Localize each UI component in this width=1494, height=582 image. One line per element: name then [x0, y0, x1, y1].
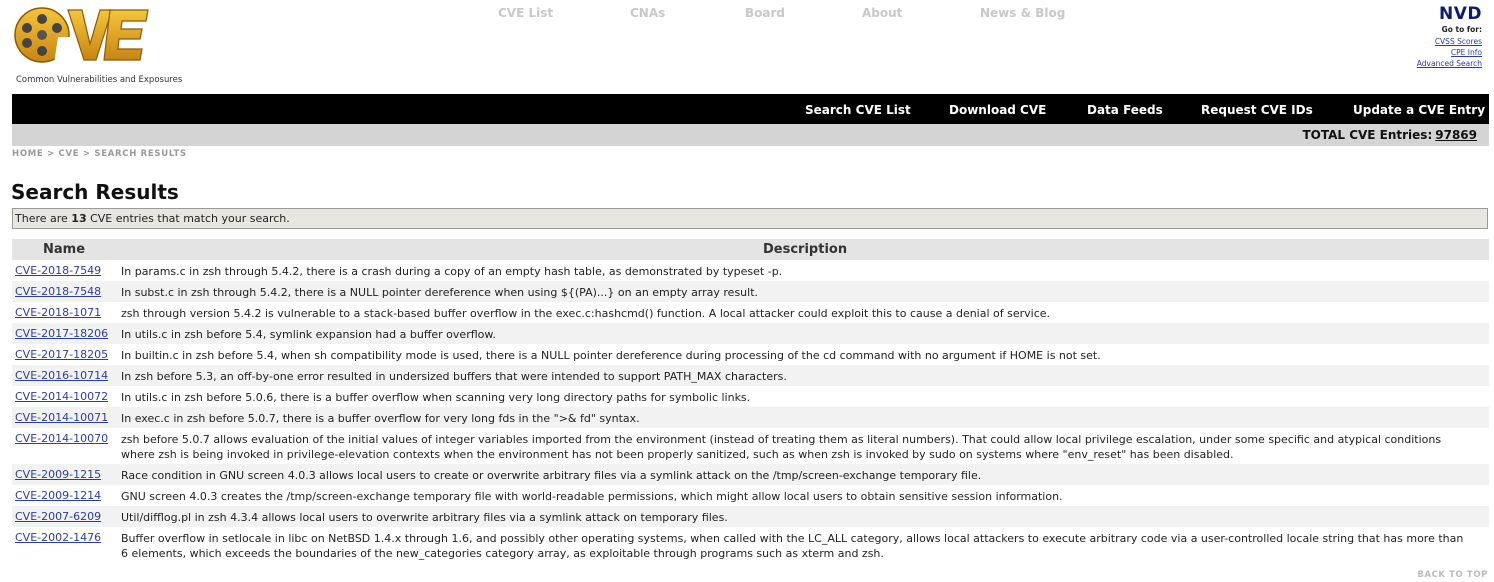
cve-id-link[interactable]: CVE-2016-10714 [15, 369, 109, 382]
match-prefix: There are [15, 212, 72, 225]
total-count[interactable]: 97869 [1435, 128, 1477, 142]
header-name: Name [43, 242, 86, 257]
cve-description: Buffer overflow in setlocale in libc on NetBSD 1.4.x through 1.6, and possibly other operating systems, when called with the LC_ALL category, allows local attackers to execute arbitrary code via a user-controlled locale string that has more than 6 elements, which exceeds the boundaries of the new_categories category array, as exploitable through programs such as xterm and zsh. [121, 532, 1464, 560]
cve-id-link[interactable]: CVE-2002-1476 [15, 531, 102, 544]
breadcrumb[interactable]: HOME > CVE > SEARCH RESULTS [12, 149, 187, 159]
cve-id-link[interactable]: CVE-2017-18205 [15, 348, 109, 361]
cve-id-link[interactable]: CVE-2018-7548 [15, 285, 102, 298]
match-suffix: CVE entries that match your search. [86, 212, 290, 225]
cve-id-link[interactable]: CVE-2009-1214 [15, 489, 102, 502]
nav-cve-list[interactable]: CVE List [498, 6, 554, 20]
match-count: 13 [71, 212, 87, 225]
nav-update-cve-entry[interactable]: Update a CVE Entry [1353, 103, 1486, 117]
cve-id-link[interactable]: CVE-2018-7549 [15, 264, 102, 277]
table-row [12, 386, 1489, 407]
table-row [12, 428, 1489, 464]
nvd-box [1382, 4, 1482, 69]
cve-id-link[interactable]: CVE-2009-1215 [15, 468, 102, 481]
cve-description: In exec.c in zsh before 5.0.7, there is a buffer overflow for very long fds in the ">& fd" syntax. [121, 412, 640, 425]
cve-id-link[interactable]: CVE-2014-10071 [15, 411, 109, 424]
cve-id-link[interactable]: CVE-2017-18206 [15, 327, 109, 340]
header-description: Description [763, 242, 848, 257]
nvd-link-cvss[interactable]: CVSS Scores [1434, 37, 1482, 46]
table-body [12, 260, 1489, 563]
table-row [12, 527, 1489, 563]
table-row [12, 407, 1489, 428]
cve-id-link[interactable]: CVE-2007-6209 [15, 510, 102, 523]
main-nav-bar [12, 94, 1489, 124]
cve-logo-icon [12, 4, 152, 66]
nav-download-cve[interactable]: Download CVE [949, 103, 1047, 117]
cve-description: In subst.c in zsh through 5.4.2, there is a NULL pointer dereference when using ${(PA)...} on an empty array result. [121, 286, 759, 299]
table-row [12, 302, 1489, 323]
total-entries [1302, 128, 1477, 142]
total-label: TOTAL CVE Entries: [1302, 128, 1433, 142]
nav-request-cve-ids[interactable]: Request CVE IDs [1201, 103, 1313, 117]
cve-description: In utils.c in zsh before 5.4, symlink expansion had a buffer overflow. [121, 328, 496, 341]
table-row [12, 344, 1489, 365]
nvd-link-cpe[interactable]: CPE Info [1450, 48, 1482, 57]
cve-description: In zsh before 5.3, an off-by-one error resulted in undersized buffers that were intended to support PATH_MAX characters. [121, 370, 787, 383]
back-to-top-link[interactable]: BACK TO TOP [1417, 570, 1488, 580]
cve-description: zsh through version 5.4.2 is vulnerable to a stack-based buffer overflow in the exec.c:hashcmd() function. A local attacker could exploit this to cause a denial of service. [121, 307, 1051, 320]
table-header [12, 239, 1489, 260]
table-row [12, 506, 1489, 527]
nvd-goto-label: Go to for: [1441, 25, 1482, 34]
nav-cnas[interactable]: CNAs [630, 6, 666, 20]
results-table [12, 239, 1489, 563]
cve-description: Race condition in GNU screen 4.0.3 allows local users to create or overwrite arbitrary files via a symlink attack on the /tmp/screen-exchange temporary file. [121, 469, 982, 482]
nvd-logo[interactable]: NVD [1439, 4, 1482, 24]
cve-id-link[interactable]: CVE-2014-10072 [15, 390, 109, 403]
page-title: Search Results [11, 180, 179, 204]
nav-search-cve-list[interactable]: Search CVE List [805, 103, 911, 117]
cve-description: In utils.c in zsh before 5.0.6, there is a buffer overflow when scanning very long directory paths for symbolic links. [121, 391, 751, 404]
cve-id-link[interactable]: CVE-2014-10070 [15, 432, 109, 445]
nav-board[interactable]: Board [745, 6, 785, 20]
logo-tagline: Common Vulnerabilities and Exposures [16, 75, 183, 85]
nvd-link-advanced-search[interactable]: Advanced Search [1416, 59, 1482, 68]
cve-description: In params.c in zsh through 5.4.2, there is a crash during a copy of an empty hash table, as demonstrated by typeset -p. [121, 265, 783, 278]
match-count-box [12, 208, 1488, 229]
nav-about[interactable]: About [862, 6, 903, 20]
table-row [12, 323, 1489, 344]
table-row [12, 464, 1489, 485]
cve-description: Util/difflog.pl in zsh 4.3.4 allows local users to overwrite arbitrary files via a symlink attack on temporary files. [121, 511, 728, 524]
cve-description: In builtin.c in zsh before 5.4, when sh compatibility mode is used, there is a NULL pointer dereference during processing of the cd command with no argument if HOME is not set. [121, 349, 1101, 362]
cve-id-link[interactable]: CVE-2018-1071 [15, 306, 102, 319]
table-row [12, 260, 1489, 281]
table-row [12, 365, 1489, 386]
cve-description: GNU screen 4.0.3 creates the /tmp/screen-exchange temporary file with world-readable permissions, which might allow local users to obtain sensitive session information. [121, 490, 1063, 503]
table-row [12, 485, 1489, 506]
table-row [12, 281, 1489, 302]
cve-description: zsh before 5.0.7 allows evaluation of the initial values of integer variables imported from the environment (instead of treating them as literal numbers). That could allow local privilege escalation, under some specific and atypical conditions where zsh is being invoked in privilege-elevation contexts when the environment has not been properly sanitized, such as when zsh is invoked by sudo on systems where "env_reset" has been disabled. [121, 433, 1442, 461]
nav-data-feeds[interactable]: Data Feeds [1087, 103, 1163, 117]
nav-news-blog[interactable]: News & Blog [980, 6, 1066, 20]
total-bar [12, 124, 1489, 146]
